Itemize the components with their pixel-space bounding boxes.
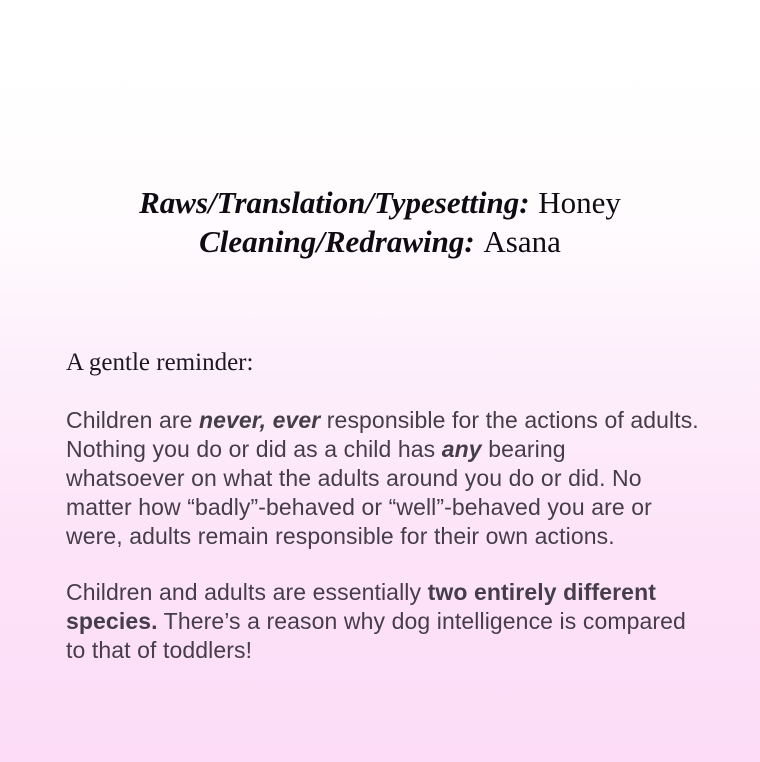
credit-person-name: Asana [483, 224, 561, 259]
text-segment: bearing [481, 436, 566, 462]
text-segment: to that of toddlers! [66, 637, 253, 663]
credit-role-label: Raws/Translation/Typesetting: [139, 185, 530, 220]
credit-line-raws-translation-typesetting [0, 183, 760, 222]
reminder-heading: A gentle reminder: [66, 349, 254, 376]
credit-line-cleaning-redrawing [0, 222, 760, 261]
text-segment: responsible for the actions of adults. [320, 407, 699, 433]
text-segment-strong: species. [66, 608, 158, 634]
text-line [66, 636, 730, 665]
text-line [66, 406, 730, 435]
text-segment: Children are [66, 407, 199, 433]
text-segment: whatsoever on what the adults around you do or did. No [66, 465, 642, 491]
text-line [66, 607, 730, 636]
text-line [66, 493, 730, 522]
credit-role-label: Cleaning/Redrawing: [199, 224, 475, 259]
reminder-paragraph-1 [66, 406, 730, 551]
credit-person-name: Honey [538, 185, 621, 220]
text-segment: were, adults remain responsible for their own actions. [66, 523, 615, 549]
text-segment-strong: two entirely different [427, 579, 656, 605]
text-segment-emphasis: any [441, 436, 482, 462]
text-segment: There’s a reason why dog intelligence is compared [157, 608, 686, 634]
reminder-paragraph-2 [66, 578, 730, 665]
text-segment: matter how “badly”-behaved or “well”-behaved you are or [66, 494, 652, 520]
text-line [66, 464, 730, 493]
text-line [66, 522, 730, 551]
text-line [66, 435, 730, 464]
credits-block [0, 183, 760, 261]
text-segment: Nothing you do or did as a child has [66, 436, 442, 462]
text-segment: Children and adults are essentially [66, 579, 428, 605]
text-line [66, 578, 730, 607]
text-segment-emphasis: never, ever [198, 407, 321, 433]
